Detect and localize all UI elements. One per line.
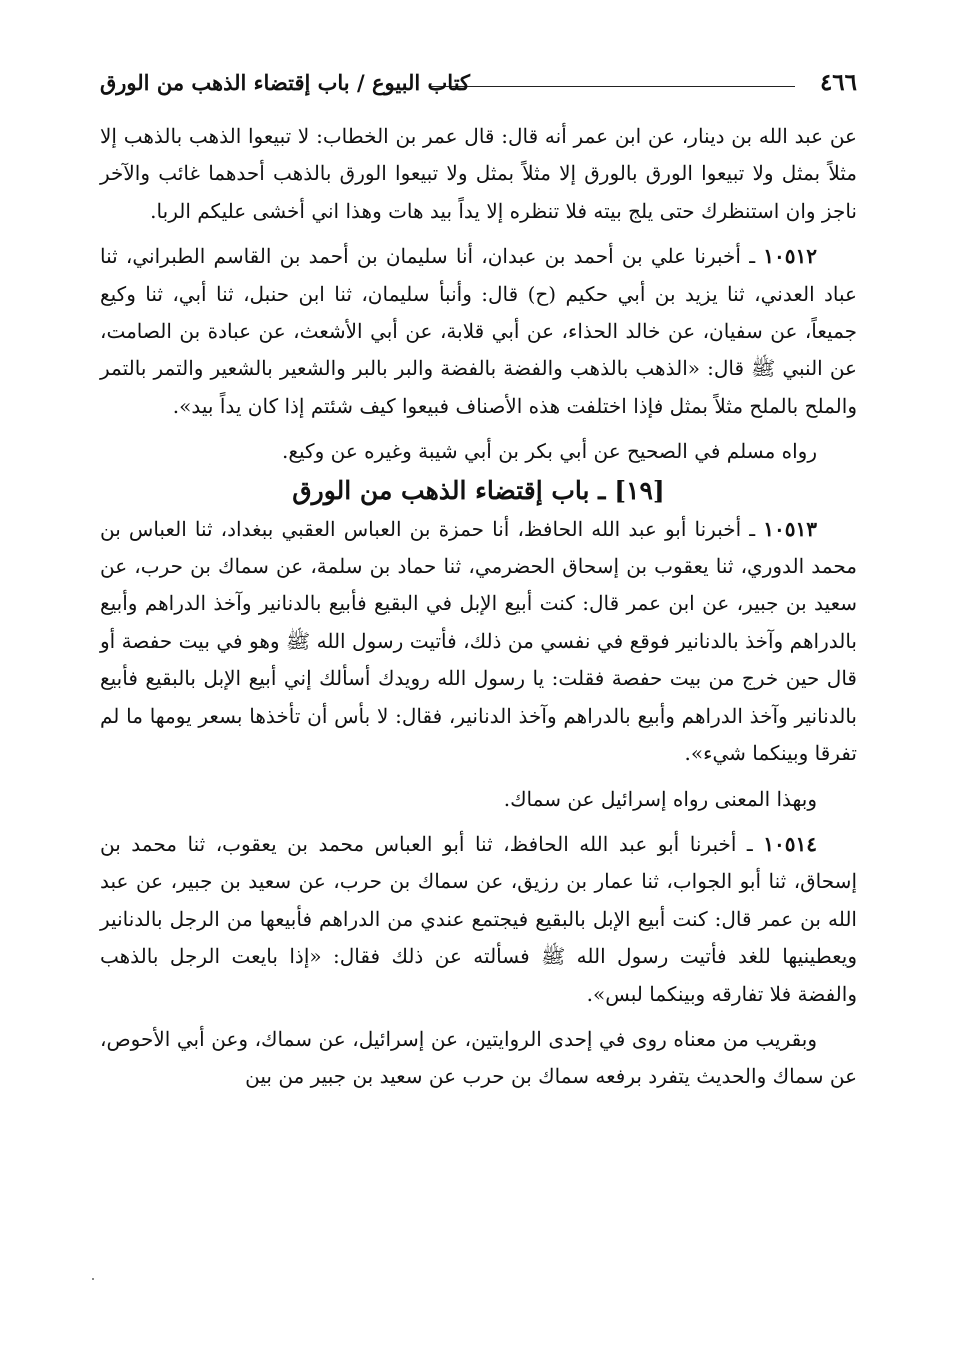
hadith-10514	[100, 826, 857, 1013]
hadith-10512	[100, 238, 857, 425]
hadith-number: ١٠٥١٢	[763, 244, 817, 269]
hadith-number: ١٠٥١٣	[763, 516, 817, 541]
header-rule	[430, 86, 795, 87]
margin-mark	[92, 1278, 94, 1280]
page-number: ٤٦٦	[819, 69, 857, 96]
chapter-heading: [١٩] ـ باب إقتضاء الذهب من الورق	[292, 475, 665, 505]
hadith-text: ـ أخبرنا علي بن أحمد بن عبدان، أنا سليمان بن أحمد بن القاسم الطبراني، ثنا عباد العدني، ثنا يزيد بن أبي حكيم (ح) قال: وأنبأ سليمان، ثنا ابن حنبل، ثنا أبي، ثنا وكيع جميعاً، عن سفيان، عن خالد الحذاء، عن أبي قلابة، عن أبي الأشعث، عن عبادة بن الصامت، عن النبي ﷺ قال: «الذهب بالذهب والفضة بالفضة والبر بالبر والشعير بالشعير والتمر بالتمر والملح بالملح مثلاً بمثل فإذا اختلفت هذه الأصناف فبيعوا كيف شئتم إذا كان يداً بيد».	[100, 244, 857, 418]
hadith-text: ـ أخبرنا أبو عبد الله الحافظ، أنا حمزة بن العباس العقبي ببغداد، ثنا العباس بن محمد الدوري، ثنا يعقوب بن إسحاق الحضرمي، ثنا حماد بن سلمة، عن سماك بن حرب، عن سعيد بن جبير، عن ابن عمر قال: كنت أبيع الإبل في البقيع فأبيع بالدنانير وآخذ الدراهم وأبيع بالدراهم وآخذ بالدنانير فوقع في نفسي من ذلك، فأتيت رسول الله ﷺ وهو في بيت حفصة أو قال حين خرج من بيت حفصة فقلت: يا رسول الله رويدك أسألك إني أبيع الإبل بالبقيع فأبيع بالدنانير وآخذ الدراهم وأبيع بالدراهم وآخذ الدنانير، فقال: لا بأس أن تأخذها بسعر يومها ما لم تفرقا وبينكما شيء».	[100, 516, 857, 766]
paragraph-continuation: عن عبد الله بن دينار، عن ابن عمر أنه قال: قال عمر بن الخطاب: لا تبيعوا الذهب بالذهب إلا مثلاً بمثل ولا تبيعوا الورق بالورق إلا مثلاً بمثل ولا تبيعوا الورق بالذهب أحدهما غائب والآخر ناجز وان استنظرك حتى يلج بيته فلا تنظره إلا يداً بيد هات وهذا اني أخشى عليكم الربا.	[100, 124, 857, 223]
hadith-10513	[100, 511, 857, 773]
hadith-text: ـ أخبرنا أبو عبد الله الحافظ، ثنا أبو العباس محمد بن يعقوب، ثنا محمد بن إسحاق، ثنا أبو الجواب، ثنا عمار بن رزيق، عن سماك بن حرب، عن سعيد بن جبير، عن عبد الله بن عمر قال: كنت أبيع الإبل بالبقيع فيجتمع عندي من الدراهم فأبيعها من الرجل بالدنانير ويعطينيها للغد فأتيت رسول الله ﷺ فسألته عن ذلك فقال: «إذا بايعت الرجل بالذهب والفضة فلا تفارقه وبينكما لبس».	[100, 831, 858, 1006]
riwayah-note: وبهذا المعنى رواه إسرائيل عن سماك.	[503, 786, 817, 811]
running-header	[100, 64, 857, 102]
running-title: كتاب البيوع / باب إقتضاء الذهب من الورق	[100, 70, 471, 95]
paragraph-commentary: وبقريب من معناه روى في إحدى الروايتين، عن إسرائيل، عن سماك، وعن أبي الأحوص، عن سماك والحديث يتفرد برفعه سماك بن حرب عن سعيد بن جبير من بين	[100, 1026, 857, 1089]
riwayah-note: رواه مسلم في الصحيح عن أبي بكر بن أبي شيبة وغيره عن وكيع.	[282, 439, 817, 464]
hadith-number: ١٠٥١٤	[763, 831, 817, 856]
page-body	[100, 118, 857, 1096]
